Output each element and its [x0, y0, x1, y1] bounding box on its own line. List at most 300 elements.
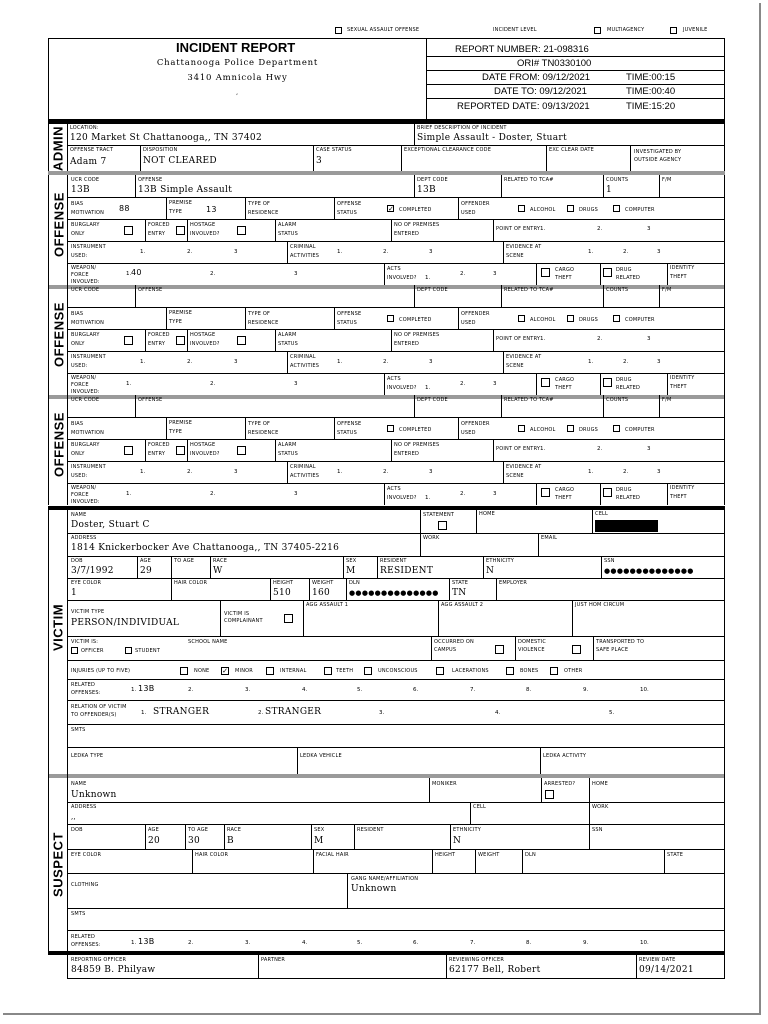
identity-theft-label: THEFT: [670, 384, 687, 390]
related-tca-label: RELATED TO TCA#: [504, 397, 554, 403]
injury-none-checkbox[interactable]: [180, 667, 188, 675]
suspect-ssn-label: SSN: [592, 827, 603, 833]
instrument-label: INSTRUMENT: [71, 464, 106, 470]
cargo-theft-checkbox[interactable]: [541, 268, 550, 277]
evidence-2: 2.: [623, 469, 629, 475]
acts-3: 3: [493, 491, 497, 497]
victim-name: Doster, Stuart C: [71, 520, 150, 530]
suspect-toage-label: TO AGE: [188, 827, 209, 833]
department-name: Chattanooga Police Department: [156, 58, 319, 68]
suspect-related-7-num: 7.: [470, 940, 476, 946]
victim-is-label: VICTIM IS:: [71, 639, 99, 645]
reviewing-officer: 62177 Bell, Robert: [449, 965, 541, 975]
offender-label: OFFENDER: [461, 311, 490, 317]
instrument-2: 2.: [187, 359, 193, 365]
victim-name-label: NAME: [71, 512, 87, 518]
campus-checkbox[interactable]: [495, 645, 504, 654]
statement-label: STATEMENT: [423, 512, 455, 518]
suspect-smts-label: SMTS: [71, 911, 86, 917]
drugs-checkbox[interactable]: [567, 315, 574, 322]
gang-value: Unknown: [351, 884, 397, 894]
victim-age: 29: [140, 566, 153, 576]
premise-label: PREMISE: [169, 310, 193, 316]
agg-assault-2-label: AGG ASSAULT 2: [441, 602, 484, 608]
cargo-label: CARGO: [555, 487, 575, 493]
completed-checkbox[interactable]: ✓: [388, 205, 394, 213]
suspect-height-label: HEIGHT: [435, 852, 456, 858]
reported-time: TIME:15:20: [626, 101, 676, 112]
point-of-entry-label: POINT OF ENTRY: [496, 446, 541, 452]
injury-internal-checkbox[interactable]: [266, 667, 274, 675]
ledka-type-label: LEDKA TYPE: [71, 753, 104, 759]
suspect-section-label: SUSPECT: [50, 832, 66, 897]
completed-label: COMPLETED: [399, 427, 432, 433]
drug-label: DRUG: [616, 487, 632, 493]
relation-2: STRANGER: [265, 707, 322, 717]
transported-label-1: TRANSPORTED TO: [596, 639, 645, 645]
poe-1: 1.: [540, 446, 546, 452]
bias-value: 88: [119, 204, 130, 213]
alcohol-checkbox[interactable]: [518, 425, 525, 432]
hostage-label: HOSTAGE: [190, 442, 216, 448]
hostage-checkbox[interactable]: [237, 226, 246, 235]
victim-home-label: HOME: [479, 511, 495, 517]
criminal-label: CRIMINAL: [290, 354, 316, 360]
evidence-3: 3: [657, 359, 661, 365]
suspect-eye-label: EYE COLOR: [71, 852, 102, 858]
drug-related-label: RELATED: [616, 275, 641, 281]
cargo-theft-label: THEFT: [555, 495, 572, 501]
weapon-1: 1.: [126, 381, 132, 387]
completed-checkbox[interactable]: [387, 425, 394, 432]
offense-value: 13B Simple Assault: [138, 185, 233, 195]
forced-checkbox[interactable]: [176, 226, 185, 235]
suspect-related-8-num: 8.: [526, 940, 532, 946]
agg-assault-1-label: AGG ASSAULT 1: [306, 602, 349, 608]
completed-label: COMPLETED: [399, 317, 432, 323]
drug-related-checkbox[interactable]: [603, 378, 612, 387]
victim-related-8-num: 8.: [526, 687, 532, 693]
burglary-label: BURGLARY: [71, 222, 100, 228]
ledka-activity-label: LEDKA ACTIVITY: [543, 753, 587, 759]
suspect-age: 20: [148, 836, 161, 846]
suspect-race-label: RACE: [227, 827, 242, 833]
premise-type-label: TYPE: [169, 209, 183, 215]
relation-4-num: 4.: [495, 710, 501, 716]
victim-height-label: HEIGHT: [273, 580, 294, 586]
typeof-label: TYPE OF: [248, 201, 271, 207]
officer-label: OFFICER: [81, 648, 104, 654]
student-checkbox[interactable]: [125, 647, 132, 654]
suspect-race: B: [227, 836, 234, 846]
cargo-theft-checkbox[interactable]: [541, 378, 550, 387]
injury-teeth-label: TEETH: [336, 668, 354, 674]
criminal-3: 3: [429, 469, 433, 475]
victim-related-6-num: 6.: [413, 687, 419, 693]
acts-2: 2.: [460, 271, 466, 277]
victim-state-label: STATE: [452, 580, 469, 586]
deptcode-label: DEPT CODE: [417, 397, 448, 403]
computer-checkbox[interactable]: [613, 425, 620, 432]
victim-related-9-num: 9.: [583, 687, 589, 693]
victim-dob-label: DOB: [71, 558, 83, 564]
computer-checkbox[interactable]: [613, 315, 620, 322]
instrument-3: 3: [234, 469, 238, 475]
suspect-hair-label: HAIR COLOR: [195, 852, 229, 858]
instrument-3: 3: [234, 249, 238, 255]
suspect-ethnicity-label: ETHNICITY: [453, 827, 482, 833]
injury-minor-checkbox[interactable]: ✓: [222, 667, 228, 675]
victim-dln-label: DLN: [349, 580, 360, 586]
suspect-cell-label: CELL: [473, 804, 487, 810]
juvenile-label: JUVENILE: [683, 27, 708, 33]
acts-2: 2.: [460, 491, 466, 497]
cargo-theft-label: THEFT: [555, 385, 572, 391]
suspect-related-label-1: RELATED: [71, 934, 96, 940]
suspect-dln-label: DLN: [525, 852, 536, 858]
victim-eye: 1: [71, 588, 78, 598]
statement-checkbox[interactable]: [438, 521, 447, 530]
department-address: 3410 Amnicola Hwy: [187, 73, 288, 83]
bias-label: BIAS: [71, 311, 84, 317]
reporting-officer: 84859 B. Philyaw: [71, 965, 156, 975]
counts-label: COUNTS: [606, 177, 629, 183]
weapon-involved-label: INVOLVED:: [71, 279, 100, 285]
sexual-assault-checkbox[interactable]: [335, 27, 342, 34]
suspect-ethnicity: N: [453, 836, 462, 846]
offender-label: OFFENDER: [461, 201, 490, 207]
brief-value: Simple Assault - Doster, Stuart: [417, 133, 567, 143]
offense-status-label: OFFENSE: [337, 311, 362, 317]
injury-other-label: OTHER: [564, 668, 583, 674]
criminal-2: 2.: [383, 359, 389, 365]
victim-related-label-1: RELATED: [71, 682, 96, 688]
premise-type-label: TYPE: [169, 429, 183, 435]
alcohol-checkbox[interactable]: [518, 315, 525, 322]
drug-label: DRUG: [616, 267, 632, 273]
victim-related-1-num: 1.: [131, 687, 137, 693]
identity-theft-label: THEFT: [670, 494, 687, 500]
ucr-value: 13B: [71, 185, 90, 195]
instrument-used-label: USED:: [71, 253, 88, 259]
status-label: STATUS: [337, 210, 357, 216]
premise-label: PREMISE: [169, 420, 193, 426]
evidence-1: 1.: [588, 469, 594, 475]
case-status-value: 3: [316, 156, 323, 166]
weapon-value: 40: [131, 268, 142, 277]
cargo-theft-checkbox[interactable]: [541, 488, 550, 497]
force-label: FORCE: [71, 492, 89, 498]
related-tca-label: RELATED TO TCA#: [504, 177, 554, 183]
complainant-checkbox[interactable]: [284, 614, 293, 623]
injury-laceration-checkbox[interactable]: [436, 667, 444, 675]
acts-2: 2.: [460, 381, 466, 387]
clothing-label: CLOTHING: [71, 882, 99, 888]
burglary-label: BURGLARY: [71, 332, 100, 338]
victim-eye-label: EYE COLOR: [71, 580, 102, 586]
weapon-label: WEAPON/: [71, 265, 97, 271]
partner-label: PARTNER: [261, 957, 286, 963]
entered-label: ENTERED: [394, 451, 419, 457]
suspect-related-label-2: OFFENSES:: [71, 942, 101, 948]
acts-1: 1.: [425, 495, 431, 501]
drugs-checkbox[interactable]: [567, 425, 574, 432]
complainant-label-2: COMPLAINANT: [224, 618, 263, 624]
hostage-label: HOSTAGE: [190, 222, 216, 228]
injury-unconscious-checkbox[interactable]: [364, 667, 372, 675]
domestic-label-1: DOMESTIC: [518, 639, 547, 645]
evidence-2: 2.: [623, 249, 629, 255]
weapon-2: 2.: [210, 491, 216, 497]
offense-section-label: OFFENSE: [51, 412, 67, 477]
entry-label: ENTRY: [148, 451, 166, 457]
injury-bones-label: BONES: [520, 668, 539, 674]
deptcode-value: 13B: [417, 185, 436, 195]
criminal-1: 1.: [337, 249, 343, 255]
time-from: TIME:00:15: [626, 72, 676, 83]
acts-involved-label: INVOLVED?: [387, 495, 417, 501]
burglary-checkbox[interactable]: [124, 336, 133, 345]
victim-race: W: [213, 566, 223, 576]
weapon-3: 3: [294, 381, 298, 387]
reviewing-officer-label: REVIEWING OFFICER: [449, 957, 504, 963]
suspect-address-label: ADDRESS: [71, 804, 97, 810]
alcohol-checkbox[interactable]: [518, 205, 525, 212]
acts-label: ACTS: [387, 266, 401, 272]
criminal-3: 3: [429, 249, 433, 255]
no-premises-label: NO OF PREMISES: [394, 332, 440, 338]
brief-label: BRIEF DESCRIPTION OF INCIDENT: [417, 125, 507, 131]
forced-checkbox[interactable]: [176, 446, 185, 455]
gang-label: GANG NAME/AFFILIATION: [351, 876, 419, 882]
injury-bones-checkbox[interactable]: [506, 667, 514, 675]
victim-height: 510: [273, 588, 292, 598]
victim-age-label: AGE: [140, 558, 151, 564]
drug-related-checkbox[interactable]: [603, 268, 612, 277]
alarm-status-label: STATUS: [278, 451, 298, 457]
hostage-checkbox[interactable]: [237, 336, 246, 345]
weapon-2: 2.: [210, 271, 216, 277]
victim-section-label: VICTIM: [50, 603, 66, 652]
evidence-1: 1.: [588, 359, 594, 365]
reporting-officer-label: REPORTING OFFICER: [71, 957, 127, 963]
domestic-checkbox[interactable]: [572, 645, 581, 654]
drug-related-checkbox[interactable]: [603, 488, 612, 497]
disposition-label: DISPOSITION: [143, 147, 178, 153]
counts-value: 1: [606, 185, 613, 195]
suspect-age-label: AGE: [148, 827, 159, 833]
victim-sex: M: [346, 566, 356, 576]
incident-level-label: INCIDENT LEVEL: [493, 27, 537, 33]
related-tca-label: RELATED TO TCA#: [504, 287, 554, 293]
evidence-label: EVIDENCE AT: [506, 244, 542, 250]
poe-3: 3: [647, 336, 651, 342]
suspect-related-3-num: 3.: [245, 940, 251, 946]
poe-2: 2.: [597, 336, 603, 342]
weapon-1: 1.: [126, 271, 132, 277]
completed-label: COMPLETED: [399, 207, 432, 213]
status-label: STATUS: [337, 430, 357, 436]
date-to: DATE TO: 09/12/2021: [494, 86, 587, 97]
suspect-related-4-num: 4.: [302, 940, 308, 946]
only-label: ONLY: [71, 231, 85, 237]
alarm-status-label: STATUS: [278, 231, 298, 237]
acts-3: 3: [493, 381, 497, 387]
burglary-checkbox[interactable]: [124, 226, 133, 235]
drugs-label: DRUGS: [579, 207, 599, 213]
burglary-checkbox[interactable]: [124, 446, 133, 455]
weapon-label: WEAPON/: [71, 485, 97, 491]
identity-label: IDENTITY: [670, 265, 695, 271]
computer-checkbox[interactable]: [613, 205, 620, 212]
exc-clear-label: EXCEPTIONAL CLEARANCE CODE: [404, 147, 492, 153]
residence-label: RESIDENCE: [248, 430, 279, 436]
forced-checkbox[interactable]: [176, 336, 185, 345]
offense-block-1: [0, 175, 768, 285]
hostage-involved-label: INVOLVED?: [190, 341, 220, 347]
acts-label: ACTS: [387, 486, 401, 492]
suspect-related-9-num: 9.: [583, 940, 589, 946]
alarm-label: ALARM: [278, 442, 297, 448]
victim-smts-label: SMTS: [71, 727, 86, 733]
poe-1: 1.: [540, 336, 546, 342]
victim-ethnicity: N: [486, 566, 495, 576]
time-to: TIME:00:40: [626, 86, 676, 97]
injury-unconscious-label: UNCONSCIOUS: [378, 668, 418, 674]
instrument-2: 2.: [187, 469, 193, 475]
officer-checkbox[interactable]: [71, 647, 78, 654]
evidence-2: 2.: [623, 359, 629, 365]
suspect-related-1: 13B: [138, 937, 155, 946]
point-of-entry-label: POINT OF ENTRY: [496, 336, 541, 342]
transported-label-2: SAFE PLACE: [596, 647, 629, 653]
report-number: REPORT NUMBER: 21-098316: [455, 44, 589, 55]
occurred-label-2: CAMPUS: [434, 647, 457, 653]
victim-ssn: ●●●●●●●●●●●●●●: [604, 567, 694, 575]
victim-hair-label: HAIR COLOR: [174, 580, 208, 586]
injury-other-checkbox[interactable]: [550, 667, 558, 675]
relation-5-num: 5.: [609, 710, 615, 716]
instrument-label: INSTRUMENT: [71, 244, 106, 250]
alcohol-label: ALCOHOL: [530, 427, 556, 433]
forced-label: FORCED: [148, 332, 170, 338]
juvenile-checkbox[interactable]: [670, 27, 677, 34]
only-label: ONLY: [71, 451, 85, 457]
relation-label-1: RELATION OF VICTIM: [71, 704, 127, 710]
computer-label: COMPUTER: [625, 317, 655, 323]
relation-1: STRANGER: [153, 707, 210, 717]
suspect-related-1-num: 1.: [131, 940, 137, 946]
victim-type-label: VICTIM TYPE: [71, 609, 105, 615]
instrument-1: 1.: [140, 359, 146, 365]
alarm-label: ALARM: [278, 332, 297, 338]
used-label: USED: [461, 430, 476, 436]
sexual-assault-label: SEXUAL ASSAULT OFFENSE: [347, 27, 420, 33]
offense-block-2: [0, 285, 768, 395]
relation-1-num: 1.: [141, 710, 147, 716]
instrument-1: 1.: [140, 249, 146, 255]
location-value: 120 Market St Chattanooga,, TN 37402: [70, 133, 262, 143]
victim-dln: ●●●●●●●●●●●●●●: [349, 589, 439, 597]
multiagency-checkbox[interactable]: [594, 27, 601, 34]
evidence-1: 1.: [588, 249, 594, 255]
victim-cell-label: CELL: [595, 511, 609, 517]
suspect-related-6-num: 6.: [413, 940, 419, 946]
weapon-2: 2.: [210, 381, 216, 387]
instrument-used-label: USED:: [71, 473, 88, 479]
disposition-value: NOT CLEARED: [143, 156, 217, 166]
completed-checkbox[interactable]: [387, 315, 394, 322]
moniker-label: MONIKER: [432, 781, 457, 787]
tract-label: OFFENSE TRACT: [70, 147, 114, 153]
instrument-3: 3: [234, 359, 238, 365]
arrested-checkbox[interactable]: [545, 790, 554, 799]
victim-weight-label: WEIGHT: [312, 580, 334, 586]
acts-3: 3: [493, 271, 497, 277]
identity-label: IDENTITY: [670, 375, 695, 381]
bias-label: BIAS: [71, 201, 84, 207]
evidence-label: EVIDENCE AT: [506, 464, 542, 470]
acts-label: ACTS: [387, 376, 401, 382]
offense-label: OFFENSE: [138, 287, 163, 293]
status-label: STATUS: [337, 320, 357, 326]
computer-label: COMPUTER: [625, 207, 655, 213]
injury-none-label: NONE: [194, 668, 210, 674]
used-label: USED: [461, 210, 476, 216]
suspect-related-2-num: 2.: [188, 940, 194, 946]
victim-related-label-2: OFFENSES:: [71, 690, 101, 696]
offense-status-label: OFFENSE: [337, 201, 362, 207]
exc-date-label: EXC CLEAR DATE: [549, 147, 595, 153]
cargo-theft-label: THEFT: [555, 275, 572, 281]
victim-related-1: 13B: [138, 684, 155, 693]
activities-label: ACTIVITIES: [290, 473, 320, 479]
premise-type-label: TYPE: [169, 319, 183, 325]
entered-label: ENTERED: [394, 231, 419, 237]
suspect-address: ,,: [71, 813, 77, 821]
victim-related-2-num: 2.: [188, 687, 194, 693]
injury-teeth-checkbox[interactable]: [324, 667, 332, 675]
drug-related-label: RELATED: [616, 385, 641, 391]
victim-state: TN: [452, 588, 467, 598]
acts-involved-label: INVOLVED?: [387, 385, 417, 391]
no-premises-label: NO OF PREMISES: [394, 222, 440, 228]
drugs-label: DRUGS: [579, 317, 599, 323]
instrument-used-label: USED:: [71, 363, 88, 369]
suspect-state-label: STATE: [667, 852, 684, 858]
alarm-status-label: STATUS: [278, 341, 298, 347]
location-label: LOCATION:: [70, 125, 99, 131]
suspect-related-10-num: 10.: [640, 940, 649, 946]
outside-agency-label: OUTSIDE AGENCY: [634, 157, 682, 163]
instrument-2: 2.: [187, 249, 193, 255]
hostage-checkbox[interactable]: [237, 446, 246, 455]
suspect-resident-label: RESIDENT: [357, 827, 384, 833]
hostage-label: HOSTAGE: [190, 332, 216, 338]
cargo-label: CARGO: [555, 267, 575, 273]
victim-race-label: RACE: [213, 558, 228, 564]
domestic-label-2: VIOLENCE: [518, 647, 545, 653]
injuries-label: INJURIES (UP TO FIVE): [71, 668, 131, 674]
hostage-involved-label: INVOLVED?: [190, 231, 220, 237]
tract-value: Adam 7: [70, 157, 107, 167]
activities-label: ACTIVITIES: [290, 363, 320, 369]
injury-minor-label: MINOR: [235, 668, 253, 674]
suspect-name: Unknown: [71, 790, 117, 800]
poe-1: 1.: [540, 226, 546, 232]
criminal-label: CRIMINAL: [290, 464, 316, 470]
drugs-checkbox[interactable]: [567, 205, 574, 212]
